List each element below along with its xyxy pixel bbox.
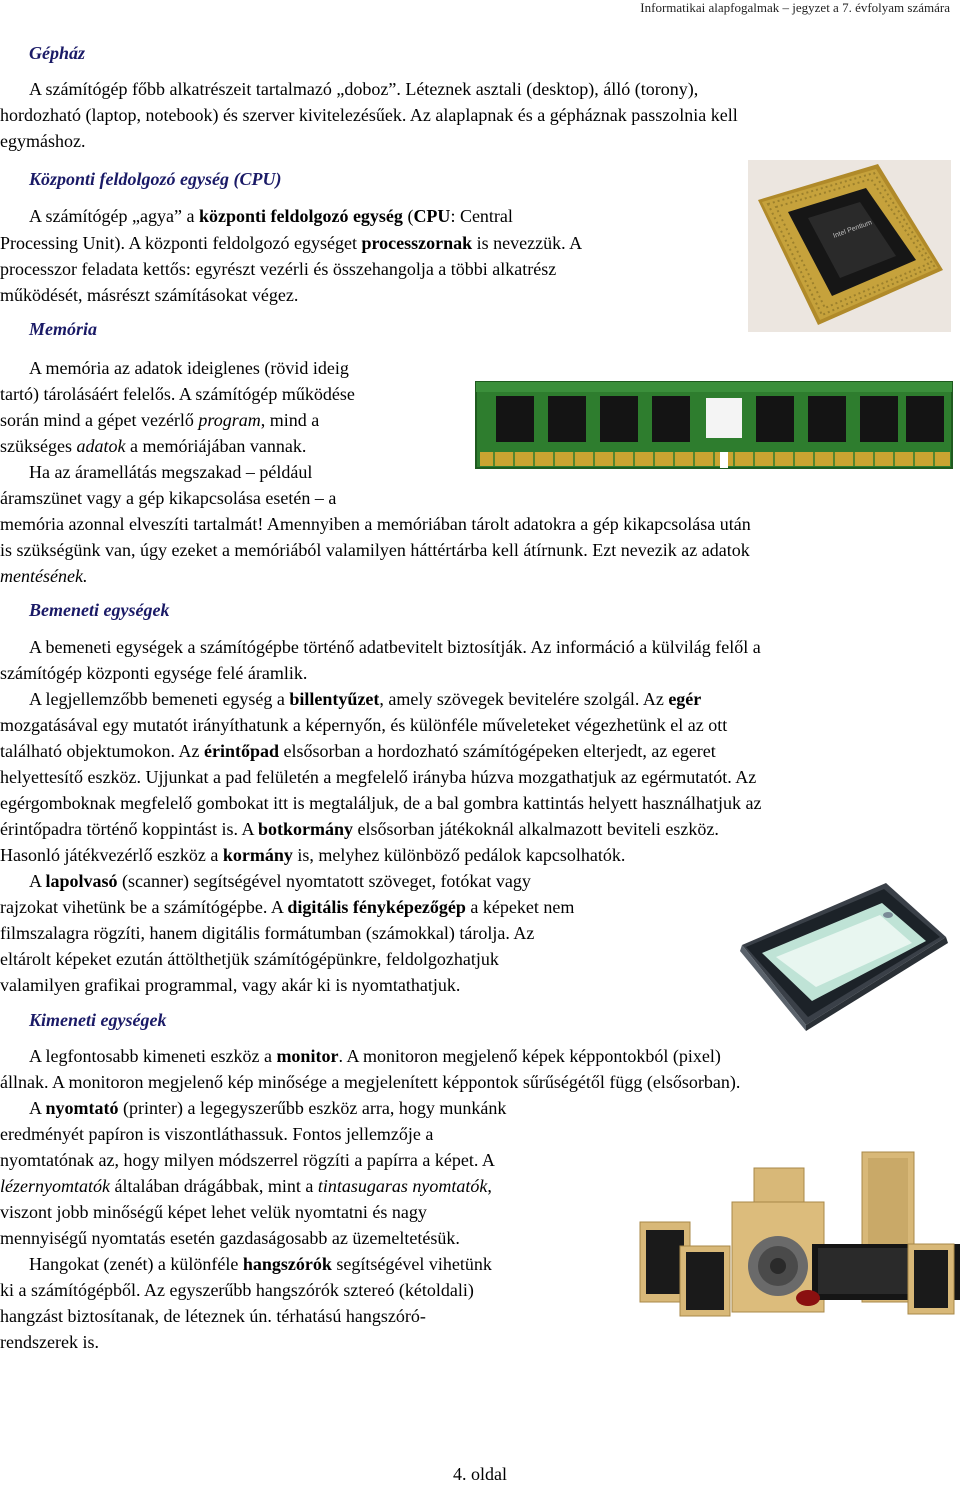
kimeneti-line-10: ki a számítógépből. Az egyszerűbb hangszórók sztereó (kétoldali) <box>0 1280 474 1300</box>
kimeneti-line-12: rendszerek is. <box>0 1332 99 1352</box>
kimeneti-line-5: nyomtatónak az, hogy milyen módszerrel rögzíti a papírra a képet. A <box>0 1150 495 1170</box>
bemeneti-line-1: A bemeneti egységek a számítógépbe történő adatbevitelt biztosítják. Az információ a külvilág felől a <box>29 637 761 657</box>
heading-kimeneti: Kimeneti egységek <box>29 1010 167 1030</box>
kimeneti-line-2: állnak. A monitoron megjelenő kép minősége a megjelenített képpontok sűrűségétől függ (elsősorban). <box>0 1072 741 1092</box>
kimeneti-line-7: viszont jobb minőségű képet lehet velük nyomtatni és nagy <box>0 1202 427 1222</box>
bemeneti-line-9: Hasonló játékvezérlő eszköz a kormány is, melyhez különböző pedálok kapcsolhatók. <box>0 845 626 865</box>
bemeneti-line-8: érintőpadra történő koppintást is. A botkormány elsősorban játékoknál alkalmazott beviteli eszköz. <box>0 819 719 839</box>
cpu-line-3: processzor feladata kettős: egyrészt vezérli és összehangolja a többi alkatrész <box>0 259 557 279</box>
cpu-line-1: A számítógép „agya” a központi feldolgozó egység (CPU: Central <box>29 206 513 226</box>
bemeneti-line-5: található objektumokon. Az érintőpad elsősorban a hordozható számítógépeken elterjedt, az egeret <box>0 741 716 761</box>
gephaz-line-1: A számítógép főbb alkatrészeit tartalmazó „doboz”. Léteznek asztali (desktop), álló (torony), <box>29 79 699 99</box>
kimeneti-line-9: Hangokat (zenét) a különféle hangszórók segítségével vihetünk <box>29 1254 492 1274</box>
heading-memoria: Memória <box>29 319 98 339</box>
memoria-line-7: memória azonnal elveszíti tartalmát! Amennyiben a memóriában tárolt adatokra a gép kikapcsolása után <box>0 514 751 534</box>
bemeneti-line-12: filmszalagra rögzíti, hanem digitális formátumban (számokkal) tárolja. Az <box>0 923 535 943</box>
cpu-line-2: Processing Unit). A központi feldolgozó egységet processzornak is nevezzük. A <box>0 233 583 253</box>
memoria-line-8: is szükségünk van, úgy ezeket a memóriából valamilyen háttértárba kell átírnunk. Ezt nevezik az adatok <box>0 540 750 560</box>
memoria-line-4: szükséges adatok a memóriájában vannak. <box>0 436 307 456</box>
heading-gephaz: Gépház <box>29 43 86 63</box>
running-header: Informatikai alapfogalmak – jegyzet a 7. évfolyam számára <box>640 0 950 15</box>
memoria-line-2: tartó) tárolásáért felelős. A számítógép működése <box>0 384 355 404</box>
scanner-photo <box>736 875 950 1035</box>
cpu-photo <box>748 160 951 332</box>
cpu-line-4: működését, másrészt számításokat végez. <box>0 285 299 305</box>
bemeneti-line-4: mozgatásával egy mutatót irányíthatunk a képernyőn, és különféle műveleteket végezhetünk el az ott <box>0 715 728 735</box>
bemeneti-line-14: valamilyen grafikai programmal, vagy akár ki is nyomtathatjuk. <box>0 975 461 995</box>
bemeneti-line-7: egérgomboknak megfelelő gombokat itt is megtaláljuk, de a bal gombra kattintás helyett használhatjuk az <box>0 793 762 813</box>
bemeneti-line-2: számítógép központi egysége felé áramlik. <box>0 663 308 683</box>
kimeneti-line-1: A legfontosabb kimeneti eszköz a monitor. A monitoron megjelenő képek képpontokból (pixel) <box>29 1046 721 1066</box>
heading-cpu: Központi feldolgozó egység (CPU) <box>29 169 282 189</box>
bemeneti-line-11: rajzokat vihetünk be a számítógépbe. A digitális fényképezőgép a képeket nem <box>0 897 575 917</box>
kimeneti-line-11: hangzást biztosítanak, de léteznek ún. térhatású hangszóró- <box>0 1306 426 1326</box>
page-number: 4. oldal <box>453 1464 507 1484</box>
bemeneti-line-6: helyettesítő eszköz. Ujjunkat a pad felületén a megfelelő irányba húzva mozgathatjuk az egérmutatót. Az <box>0 767 757 787</box>
chip-label: Intel Pentium <box>832 219 874 240</box>
bemeneti-line-10: A lapolvasó (scanner) segítségével nyomtatott szöveget, fotókat vagy <box>29 871 531 891</box>
memoria-line-1: A memória az adatok ideiglenes (rövid ideig <box>29 358 349 378</box>
kimeneti-line-8: mennyiségű nyomtatás esetén gazdaságosabb az üzemeltetésük. <box>0 1228 460 1248</box>
kimeneti-line-4: eredményét papíron is viszontláthassuk. Fontos jellemzője a <box>0 1124 434 1144</box>
bemeneti-line-3: A legjellemzőbb bemeneti egység a billentyűzet, amely szövegek bevitelére szolgál. Az egér <box>29 689 702 709</box>
kimeneti-line-6: lézernyomtatók általában drágábbak, mint a tintasugaras nyomtatók, <box>0 1176 492 1196</box>
ram-module-photo <box>474 378 955 473</box>
memoria-line-3: során mind a gépet vezérlő program, mind a <box>0 410 320 430</box>
memoria-line-6: áramszünet vagy a gép kikapcsolása esetén – a <box>0 488 337 508</box>
kimeneti-line-3: A nyomtató (printer) a legegyszerűbb eszköz arra, hogy munkánk <box>29 1098 507 1118</box>
memoria-line-9: mentésének. <box>0 566 88 586</box>
speakers-photo <box>636 1148 960 1320</box>
gephaz-line-2: hordozható (laptop, notebook) és szerver kivitelezésűek. Az alaplapnak és a gépháznak passzolnia kell <box>0 105 738 125</box>
gephaz-line-3: egymáshoz. <box>0 131 86 151</box>
memoria-line-5: Ha az áramellátás megszakad – például <box>29 462 313 482</box>
heading-bemeneti: Bemeneti egységek <box>29 600 170 620</box>
bemeneti-line-13: eltárolt képeket ezután áttölthetjük számítógépünkre, feldolgozhatjuk <box>0 949 499 969</box>
